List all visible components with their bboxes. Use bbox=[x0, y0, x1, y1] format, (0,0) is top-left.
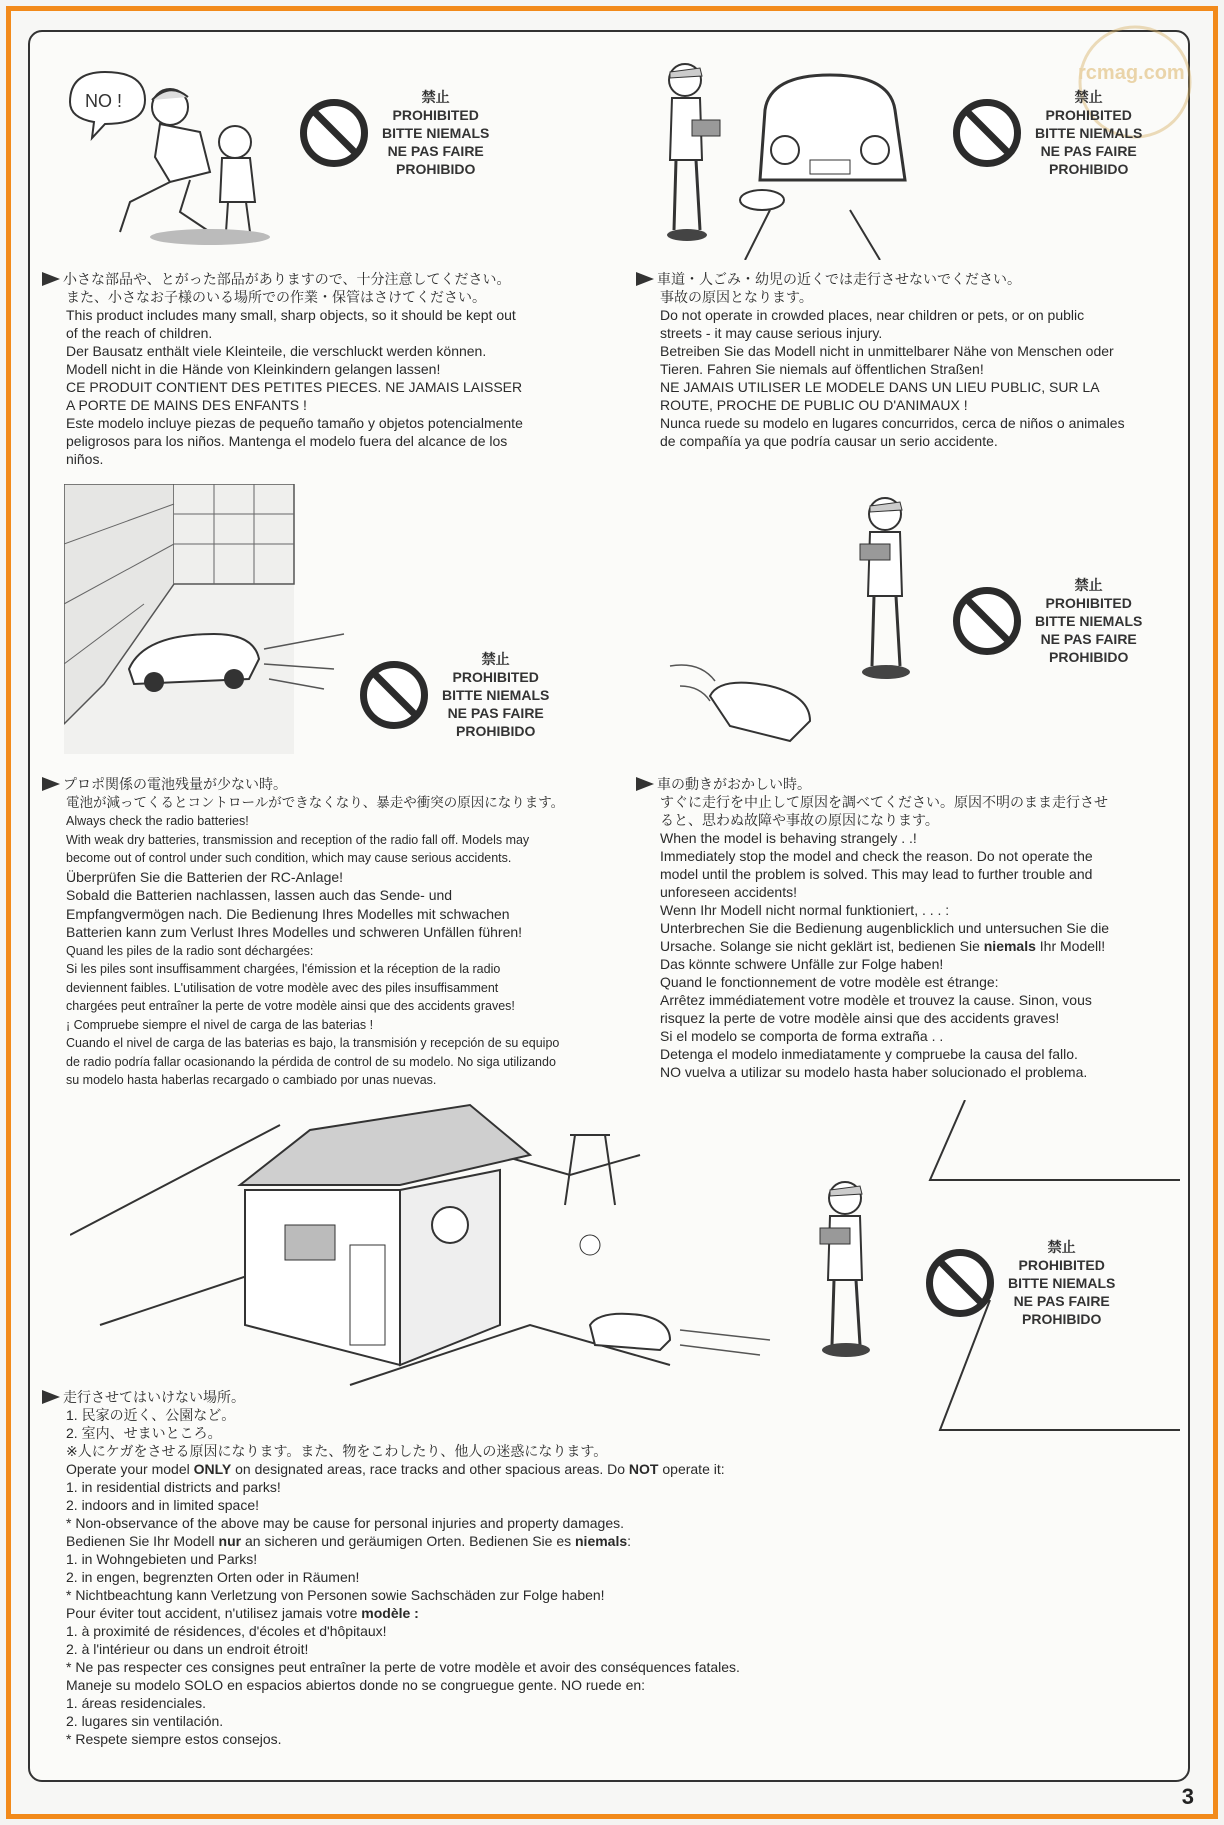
es-title: Si el modelo se comporta de forma extraña . . bbox=[660, 1028, 944, 1044]
fr-text-a: Pour éviter tout accident, n'utilisez jamais votre bbox=[66, 1605, 362, 1621]
label-de: BITTE NIEMALS bbox=[1035, 613, 1143, 629]
de-text-b: an sicheren und geräumigen Orten. Bedienen Sie es bbox=[241, 1533, 575, 1549]
label-en: PROHIBITED bbox=[1018, 1257, 1105, 1273]
label-fr: NE PAS FAIRE bbox=[387, 143, 484, 159]
warning-small-parts bbox=[42, 270, 602, 468]
de-text-a: Bedienen Sie Ihr Modell bbox=[66, 1533, 219, 1549]
es-text: Detenga el modelo inmediatamente y compruebe la causa del fallo. NO vuelva a utilizar su modelo hasta haber solucionado el problema. bbox=[660, 1046, 1088, 1080]
prohibited-sign-icon bbox=[953, 587, 1021, 655]
ja-line-2: 電池が減ってくるとコントロールができなくなり、暴走や衝突の原因になります。 bbox=[66, 794, 565, 810]
label-ja: 禁止 bbox=[481, 651, 510, 667]
label-de: BITTE NIEMALS bbox=[1035, 125, 1143, 141]
illustration-residential-park bbox=[70, 1095, 830, 1395]
en-text: This product includes many small, sharp objects, so it should be kept out of the reach of children. bbox=[66, 307, 516, 341]
speech-bubble-text: NO ! bbox=[85, 91, 123, 111]
fr-text: Arrêtez immédiatement votre modèle et trouvez la cause. Sinon, vous risquez la perte de votre modèle ainsi que des accidents graves! bbox=[660, 992, 1092, 1026]
es-text: Nunca ruede su modelo en lugares concurridos, cerca de niños o animales de compañía ya que podría causar un serio accidente. bbox=[660, 415, 1125, 449]
prohibited-notice-2 bbox=[953, 88, 1142, 178]
ja-line-1: 車道・人ごみ・幼児の近くでは走行させないでください。 bbox=[657, 271, 1021, 287]
arrow-icon bbox=[42, 272, 60, 286]
fr-text: Si les piles sont insuffisamment chargées, l'émission et la réception de la radio deviennent faibles. L'utilisation de votre modèle avec des piles insuffisamment chargées peut entraîner la perte de votre modèle ainsi que des accidents graves! bbox=[66, 962, 515, 1013]
de-text: Betreiben Sie das Modell nicht in unmittelbarer Nähe von Menschen oder Tieren. Fahren Sie niemals auf öffentlichen Straßen! bbox=[660, 343, 1114, 377]
de-text-c: : bbox=[627, 1533, 632, 1549]
label-es: PROHIBIDO bbox=[1049, 161, 1129, 177]
ja-line-2: 事故の原因となります。 bbox=[660, 289, 813, 305]
fr-list: 1. à proximité de résidences, d'écoles et d'hôpitaux! 2. à l'intérieur ou dans un endroit étroit! * Ne pas respecter ces consignes peut entraîner la perte de votre modèle et avoir des conséquences fatales. bbox=[66, 1623, 740, 1675]
de-text-b: Ihr Modell! Das könnte schwere Unfälle zur Folge haben! bbox=[660, 938, 1106, 972]
label-ja: 禁止 bbox=[1074, 89, 1103, 105]
de-emphasis-niemals: niemals bbox=[575, 1533, 628, 1549]
arrow-icon bbox=[42, 1390, 60, 1404]
en-text-c: operate it: bbox=[658, 1461, 725, 1477]
label-en: PROHIBITED bbox=[1045, 595, 1132, 611]
en-title: When the model is behaving strangely . .! bbox=[660, 830, 917, 846]
arrow-icon bbox=[636, 777, 654, 791]
arrow-icon bbox=[42, 777, 60, 791]
en-text: Immediately stop the model and check the reason. Do not operate the model until the problem is solved. This may lead to further trouble and unforeseen accidents! bbox=[660, 848, 1093, 900]
label-ja: 禁止 bbox=[1047, 1239, 1076, 1255]
en-emphasis-only: ONLY bbox=[193, 1461, 232, 1477]
label-en: PROHIBITED bbox=[452, 669, 539, 685]
fr-emphasis: modèle : bbox=[361, 1605, 419, 1621]
label-fr: NE PAS FAIRE bbox=[1013, 1293, 1110, 1309]
label-de: BITTE NIEMALS bbox=[1008, 1275, 1116, 1291]
prohibited-notice-3 bbox=[360, 650, 549, 740]
label-ja: 禁止 bbox=[1074, 577, 1103, 593]
prohibited-sign-icon bbox=[926, 1249, 994, 1317]
fr-text: NE JAMAIS UTILISER LE MODELE DANS UN LIEU PUBLIC, SUR LA ROUTE, PROCHE DE PUBLIC OU D'ANIMAUX ! bbox=[660, 379, 1100, 413]
fr-text: CE PRODUIT CONTIENT DES PETITES PIECES. NE JAMAIS LAISSER A PORTE DE MAINS DES ENFANTS ! bbox=[66, 379, 523, 413]
de-emphasis-nur: nur bbox=[218, 1533, 242, 1549]
watermark-logo: rcmag.com bbox=[1060, 22, 1210, 142]
ja-line-1: プロポ関係の電池残量が少ない時。 bbox=[63, 776, 287, 792]
label-de: BITTE NIEMALS bbox=[442, 687, 550, 703]
es-title: ¡ Compruebe siempre el nivel de carga de las baterias ! bbox=[66, 1017, 374, 1032]
de-text: Sobald die Batterien nachlassen, lassen auch das Sende- und Empfangvermögen nach. Die Bedienung Ihres Modelles mit schwachen Batterien kann zum Verlust Ihres Modelles und schweren Unfällen führen! bbox=[66, 887, 523, 940]
illustration-child-swallowing-parts bbox=[60, 62, 300, 252]
en-text: Do not operate in crowded places, near children or pets, or on public streets - it may cause serious injury. bbox=[660, 307, 1085, 341]
fr-title: Quand le fonctionnement de votre modèle est étrange: bbox=[660, 974, 999, 990]
prohibited-sign-icon bbox=[360, 661, 428, 729]
label-en: PROHIBITED bbox=[392, 107, 479, 123]
label-es: PROHIBIDO bbox=[456, 723, 536, 739]
de-text: Der Bausatz enthält viele Kleinteile, die verschluckt werden können. Modell nicht in die Hände von Kleinkindern gelangen lassen! bbox=[66, 343, 487, 377]
label-fr: NE PAS FAIRE bbox=[447, 705, 544, 721]
illustration-crowded-street bbox=[650, 50, 950, 260]
illustration-car-crash-wall bbox=[64, 484, 354, 754]
ja-line-1: 走行させてはいけない場所。 bbox=[63, 1389, 245, 1405]
en-title: Always check the radio batteries! bbox=[66, 814, 249, 828]
de-list: 1. in Wohngebieten und Parks! 2. in engen, begrenzten Orten oder in Räumen! * Nichtbeachtung kann Verletzung von Personen sowie Sachschäden zur Folge haben! bbox=[66, 1551, 605, 1603]
page-number: 3 bbox=[1181, 1784, 1194, 1809]
warning-radio-batteries bbox=[42, 775, 602, 1090]
es-text: Maneje su modelo SOLO en espacios abiertos donde no se congruegue gente. NO ruede en: 1. áreas residenciales. 2. lugares sin ventilación. * Respete siempre estos consejos. bbox=[66, 1677, 646, 1747]
label-fr: NE PAS FAIRE bbox=[1040, 631, 1137, 647]
de-title: Überprüfen Sie die Batterien der RC-Anlage! bbox=[66, 868, 344, 885]
prohibited-sign-icon bbox=[300, 99, 368, 167]
label-de: BITTE NIEMALS bbox=[382, 125, 490, 141]
warning-strange-behavior bbox=[636, 775, 1176, 1081]
en-list: 1. in residential districts and parks! 2. indoors and in limited space! * Non-observance of the above may be cause for personal injuries and property damages. bbox=[66, 1479, 624, 1531]
ja-line-2: すぐに走行を中止して原因を調べてください。原因不明のまま走行させ ると、思わぬ故障や事故の原因になります。 bbox=[660, 794, 1108, 828]
ja-line-1: 車の動きがおかしい時。 bbox=[657, 776, 811, 792]
label-fr: NE PAS FAIRE bbox=[1040, 143, 1137, 159]
en-text-b: on designated areas, race tracks and other spacious areas. Do bbox=[231, 1461, 629, 1477]
label-es: PROHIBIDO bbox=[1022, 1311, 1102, 1327]
arrow-icon bbox=[636, 272, 654, 286]
de-text-a: Unterbrechen Sie die Bedienung augenblicklich und untersuchen Sie die Ursache. Solange sie nicht geklärt ist, bedienen Sie bbox=[660, 920, 1110, 954]
label-en: PROHIBITED bbox=[1045, 107, 1132, 123]
prohibited-notice-5 bbox=[926, 1238, 1115, 1328]
warning-crowded-places bbox=[636, 270, 1176, 450]
de-title: Wenn Ihr Modell nicht normal funktioniert, . . . : bbox=[660, 902, 950, 918]
prohibited-notice-1 bbox=[300, 88, 489, 178]
warning-where-not-to-operate bbox=[42, 1388, 1162, 1748]
label-ja: 禁止 bbox=[421, 89, 450, 105]
en-text: With weak dry batteries, transmission and reception of the radio fall off. Models may become out of control under such condition, which may cause serious accidents. bbox=[66, 832, 530, 865]
en-emphasis-not: NOT bbox=[628, 1461, 659, 1477]
es-text: Cuando el nivel de carga de las baterias es bajo, la transmisión y recepción de su equipo de radio podría fallar ocasionando la pérdida de control de su modelo. No siga utilizando su modelo hasta haberlas recargado o cambiado por unas nuevas. bbox=[66, 1036, 560, 1087]
es-text: Este modelo incluye piezas de pequeño tamaño y objetos potencialmente peligrosos para los niños. Mantenga el modelo fuera del alcance de los niños. bbox=[66, 415, 523, 467]
prohibited-notice-4 bbox=[953, 576, 1142, 666]
ja-line-1: 小さな部品や、とがった部品がありますので、十分注意してください。 bbox=[63, 271, 511, 287]
illustration-car-behaving-strangely bbox=[660, 486, 920, 756]
label-es: PROHIBIDO bbox=[1049, 649, 1129, 665]
prohibited-sign-icon bbox=[953, 99, 1021, 167]
fr-title: Quand les piles de la radio sont déchargées: bbox=[66, 943, 314, 958]
en-text-a: Operate your model bbox=[66, 1461, 194, 1477]
de-emphasis: niemals bbox=[983, 938, 1036, 954]
ja-line-2: また、小さなお子様のいる場所での作業・保管はさけてください。 bbox=[66, 289, 486, 305]
label-es: PROHIBIDO bbox=[396, 161, 476, 177]
ja-list: 1. 民家の近く、公園など。 2. 室内、せまいところ。 ※人にケガをさせる原因になります。また、物をこわしたり、他人の迷惑になります。 bbox=[66, 1407, 608, 1459]
